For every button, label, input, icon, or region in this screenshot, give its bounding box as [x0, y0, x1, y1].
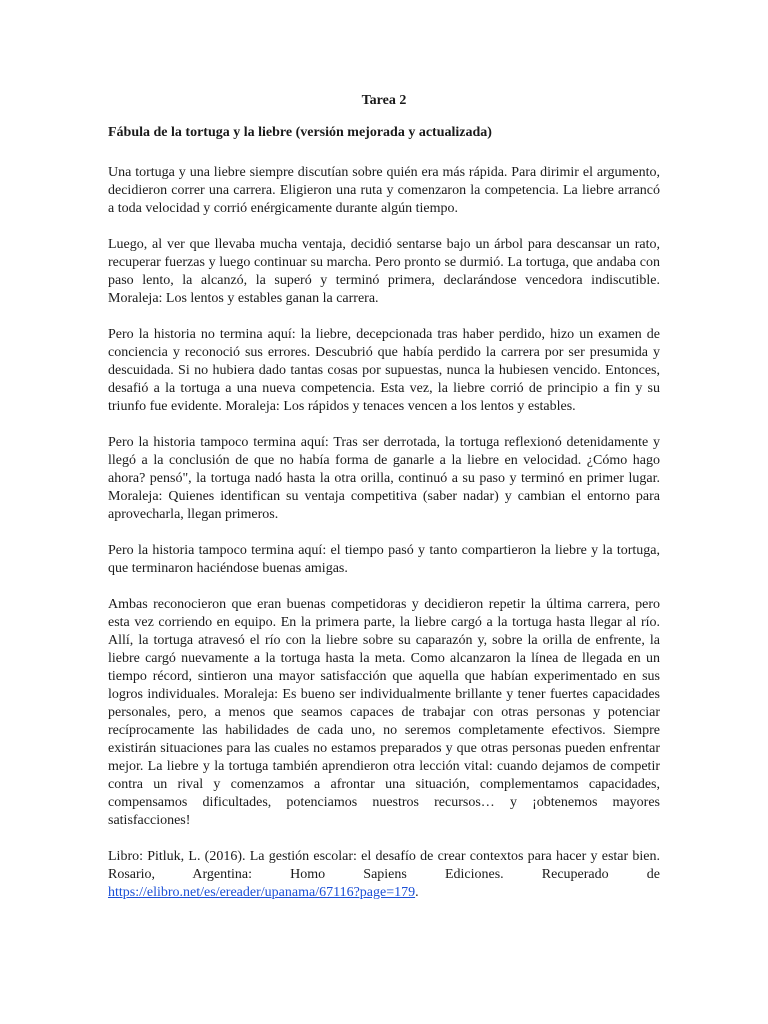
reference-link[interactable]: https://elibro.net/es/ereader/upanama/67116?page=179 [108, 885, 416, 900]
document-title: Tarea 2 [361, 93, 407, 108]
paragraph-6: Ambas reconocieron que eran buenas competidoras y decidieron repetir la última carrera, pero esta vez corriendo en equipo. En la primera parte, la liebre cargó a la tortuga hasta llegar al río. Allí, la tortuga atravesó el río con la liebre sobre su caparazón y, sobre la orilla de enfrente, la liebre cargó nuevamente a la tortuga hasta la meta. Como alcanzaron la línea de llegada en un tiempo récord, sintieron una mayor satisfacción que aquella que habían experimentado en sus logros individuales. Moraleja: Es bueno ser individualmente brillante y tener fuertes capacidades personales, pero, a menos que seamos capaces de trabajar con otras personas y potenciar recíprocamente las habilidades de cada uno, no seremos completamente efectivos. Siempre existirán situaciones para las cuales no estamos preparados y que otras personas pueden enfrentar mejor. La liebre y la tortuga también aprendieron otra lección vital: cuando dejamos de competir contra un rival y comenzamos a afrontar una situación, complementamos capacidades, compensamos dificultades, potenciamos nuestros recursos… y ¡obtenemos mayores satisfacciones! [108, 597, 660, 828]
paragraph-3: Pero la historia no termina aquí: la liebre, decepcionada tras haber perdido, hizo un examen de conciencia y reconoció sus errores. Descubrió que había perdido la carrera por ser presumida y descuidada. Si no hubiera dado tantas cosas por supuestas, nunca la hubiesen vencido. Entonces, desafió a la tortuga a una nueva competencia. Esta vez, la liebre corrió de principio a fin y su triunfo fue evidente. Moraleja: Los rápidos y tenaces vencen a los lentos y estables. [108, 327, 660, 414]
paragraph-5: Pero la historia tampoco termina aquí: el tiempo pasó y tanto compartieron la liebre y la tortuga, que terminaron haciéndose buenas amigas. [108, 543, 660, 576]
paragraph-2: Luego, al ver que llevaba mucha ventaja, decidió sentarse bajo un árbol para descansar un rato, recuperar fuerzas y luego continuar su marcha. Pero pronto se durmió. La tortuga, que andaba con paso lento, la alcanzó, la superó y terminó primera, declarándose vencedora indiscutible. Moraleja: Los lentos y estables ganan la carrera. [108, 237, 660, 306]
reference [108, 848, 660, 902]
reference-text: Libro: Pitluk, L. (2016). La gestión escolar: el desafío de crear contextos para hacer y estar bien. Rosario, Argentina: Homo Sapiens Ediciones. Recuperado de [108, 849, 660, 882]
reference-end: . [415, 885, 419, 900]
document-subtitle: Fábula de la tortuga y la liebre (versión mejorada y actualizada) [108, 125, 492, 140]
paragraph-4: Pero la historia tampoco termina aquí: Tras ser derrotada, la tortuga reflexionó detenidamente y llegó a la conclusión de que no había forma de ganarle a la liebre en velocidad. ¿Cómo hago ahora? pensó", la tortuga nadó hasta la otra orilla, continuó a su paso y terminó en primer lugar. Moraleja: Quienes identifican su ventaja competitiva (saber nadar) y cambian el entorno para aprovecharla, llegan primeros. [108, 435, 660, 522]
paragraph-1: Una tortuga y una liebre siempre discutían sobre quién era más rápida. Para dirimir el argumento, decidieron correr una carrera. Eligieron una ruta y comenzaron la competencia. La liebre arrancó a toda velocidad y corrió enérgicamente durante algún tiempo. [108, 165, 660, 216]
